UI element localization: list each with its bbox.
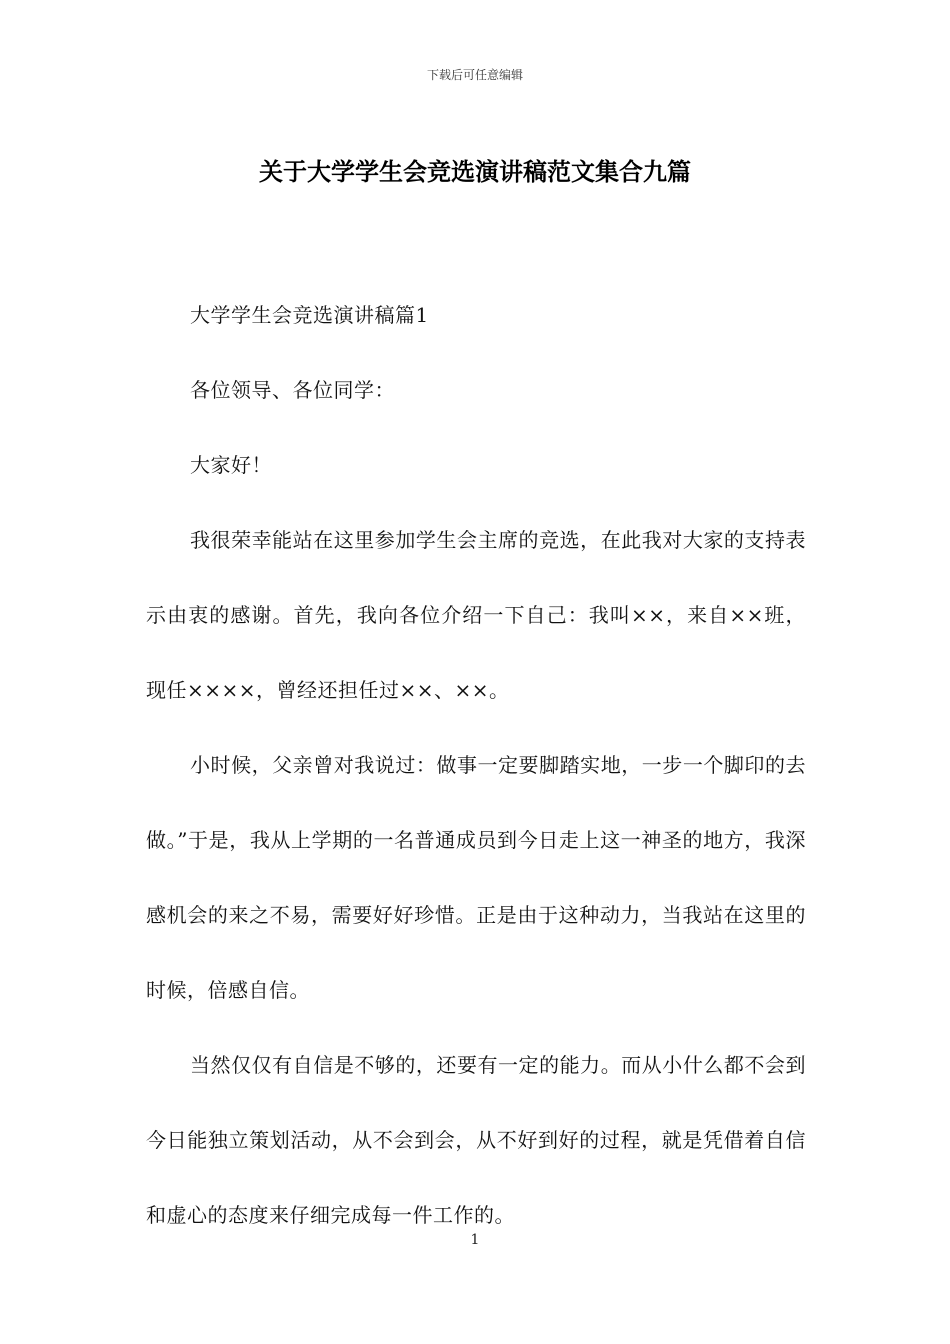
salutation: 各位领导、各位同学： [190,378,395,402]
greeting: 大家好！ [190,453,272,477]
download-note: 下载后可任意编辑 [426,68,523,82]
paragraph-introduction: 我很荣幸能站在这里参加学生会主席的竞选，在此我对大家的支持表示由衷的感谢。首先，我向各位介绍一下自己：我叫××，来自××班，现任××××，曾经还担任过××、××。 [146,528,806,702]
document-body [146,278,806,1253]
page-number: 1 [470,1232,480,1248]
document-title: 关于大学学生会竞选演讲稿范文集合九篇 [259,157,691,186]
paragraph-confidence: 当然仅仅有自信是不够的，还要有一定的能力。而从小什么都不会到今日能独立策划活动，从不会到会，从不好到好的过程，就是凭借着自信和虚心的态度来仔细完成每一件工作的。 [146,1053,806,1227]
paragraph-childhood: 小时候，父亲曾对我说过：做事一定要脚踏实地，一步一个脚印的去做。”于是，我从上学期的一名普通成员到今日走上这一神圣的地方，我深感机会的来之不易，需要好好珍惜。正是由于这种动力，当我站在这里的时候，倍感自信。 [146,753,806,1002]
section-heading: 大学学生会竞选演讲稿篇1 [190,303,429,327]
